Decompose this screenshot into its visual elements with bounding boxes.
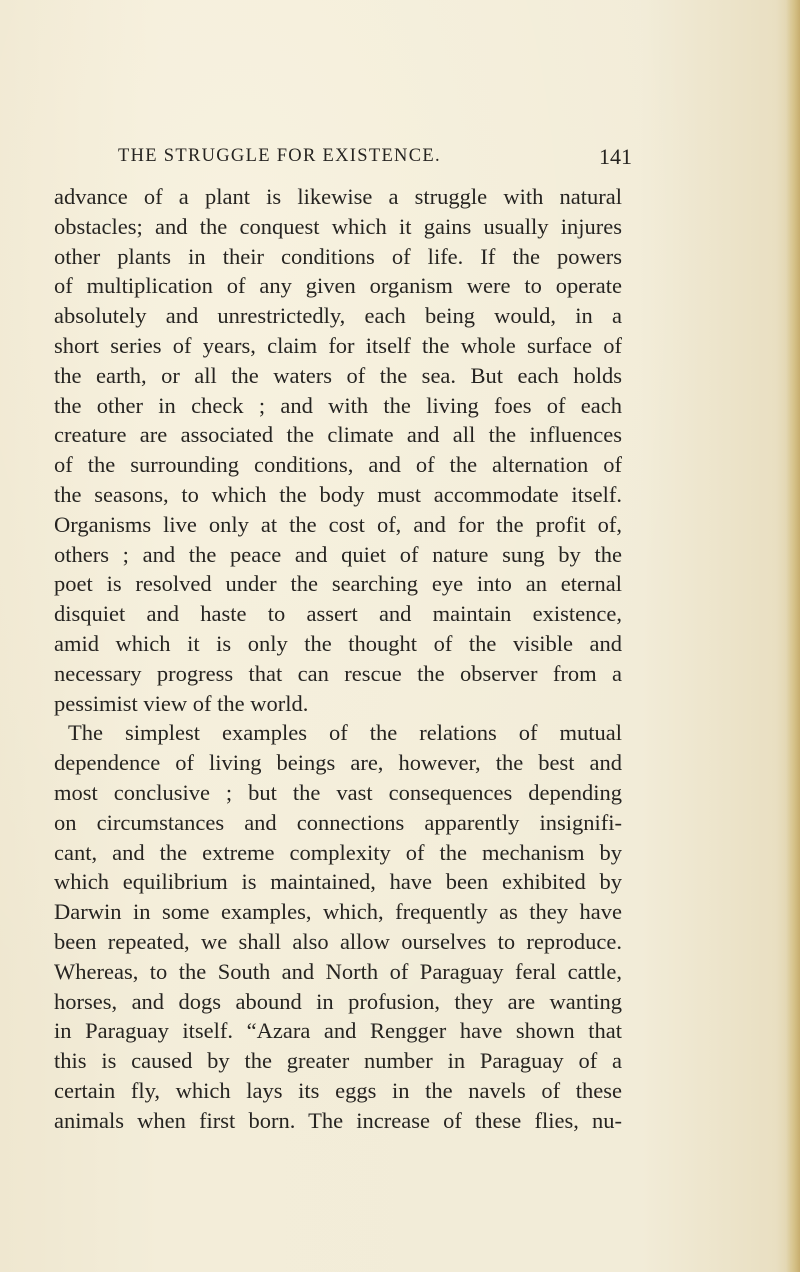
text-line: amid which it is only the thought of the visible and <box>54 630 622 656</box>
text-line: horses, and dogs abound in profusion, they are wanting <box>54 988 622 1014</box>
body-text <box>54 182 622 1136</box>
text-line: the other in check ; and with the living foes of each <box>54 392 622 418</box>
paragraph-start-line: The simplest examples of the relations of mutual <box>68 720 622 746</box>
text-line: Darwin in some examples, which, frequently as they have <box>54 899 622 925</box>
text-line: animals when first born. The increase of these flies, nu- <box>54 1107 622 1133</box>
text-line: disquiet and haste to assert and maintain existence, <box>54 601 622 627</box>
text-line: been repeated, we shall also allow ourselves to reproduce. <box>54 928 622 954</box>
text-line: of multiplication of any given organism were to operate <box>54 273 622 299</box>
text-line: of the surrounding conditions, and of the alternation of <box>54 452 622 478</box>
running-head-title: THE STRUGGLE FOR EXISTENCE. <box>118 146 441 166</box>
text-line: Organisms live only at the cost of, and for the profit of, <box>54 511 622 537</box>
text-line: on circumstances and connections apparently insignifi- <box>54 809 622 835</box>
text-line: most conclusive ; but the vast consequences depending <box>54 779 622 805</box>
text-line: dependence of living beings are, however, the best and <box>54 750 622 776</box>
text-line: certain fly, which lays its eggs in the navels of these <box>54 1077 622 1103</box>
text-line: which equilibrium is maintained, have been exhibited by <box>54 869 622 895</box>
text-line: creature are associated the climate and all the influences <box>54 422 622 448</box>
text-line: short series of years, claim for itself the whole surface of <box>54 332 622 358</box>
text-line: cant, and the extreme complexity of the mechanism by <box>54 839 622 865</box>
text-line: necessary progress that can rescue the observer from a <box>54 660 622 686</box>
text-line: in Paraguay itself. “Azara and Rengger have shown that <box>54 1018 622 1044</box>
text-line: Whereas, to the South and North of Paraguay feral cattle, <box>54 958 622 984</box>
text-line: absolutely and unrestrictedly, each being would, in a <box>54 303 622 329</box>
text-line: this is caused by the greater number in Paraguay of a <box>54 1048 622 1074</box>
page-number: 141 <box>599 144 632 169</box>
text-line: the earth, or all the waters of the sea. But each holds <box>54 362 622 388</box>
text-line: other plants in their conditions of life. If the powers <box>54 243 622 269</box>
paragraph-end-line: pessimist view of the world. <box>54 690 309 716</box>
text-line: obstacles; and the conquest which it gains usually injures <box>54 213 622 239</box>
text-line: others ; and the peace and quiet of nature sung by the <box>54 541 622 567</box>
text-line: advance of a plant is likewise a struggle with natural <box>54 184 622 209</box>
text-line: the seasons, to which the body must accommodate itself. <box>54 481 622 507</box>
text-line: poet is resolved under the searching eye into an eternal <box>54 571 622 597</box>
page-edge-shadow <box>786 0 800 1272</box>
running-head <box>118 144 632 172</box>
